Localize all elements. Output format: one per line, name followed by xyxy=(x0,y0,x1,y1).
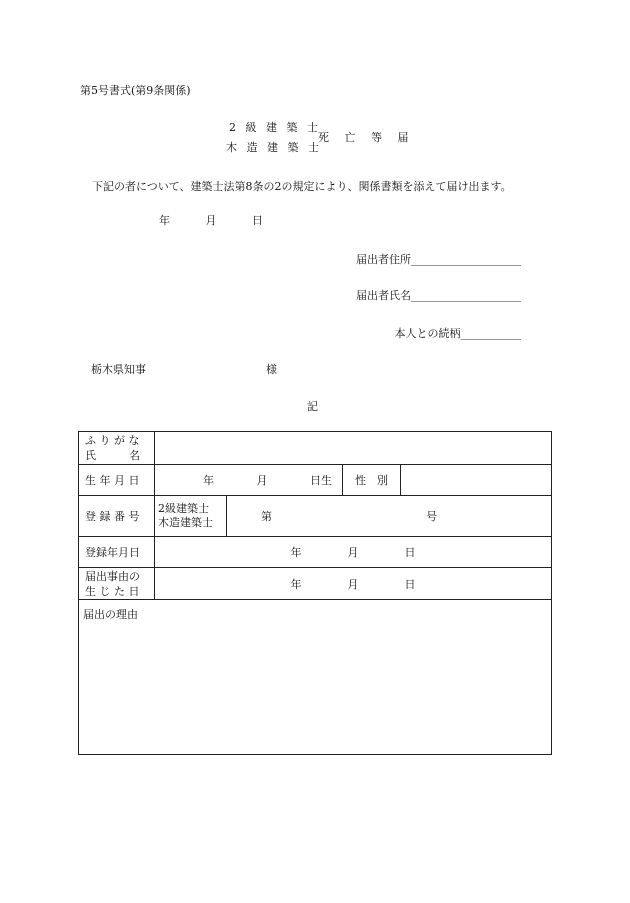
registration-date-label: 登録年月日 xyxy=(79,537,155,568)
license-kind-2kyu: 2級建築士 xyxy=(158,502,209,515)
event-day-label: 日 xyxy=(404,577,416,591)
event-label-line1: 届出事由の xyxy=(85,569,140,583)
sex-label: 性 別 xyxy=(343,465,401,496)
registration-date-input-cell[interactable] xyxy=(155,537,552,568)
birthdate-label: 生 年 月 日 xyxy=(79,465,155,496)
title-line-2kyu: 2 級 建 築 士 xyxy=(229,121,321,134)
reg-month-label: 月 xyxy=(347,546,359,559)
intro-text: 下記の者について、建築士法第8条の2の規定により、関係書類を添えて届け出ます。 xyxy=(92,180,512,193)
birthdate-input-cell[interactable] xyxy=(155,465,343,496)
date-month-label: 月 xyxy=(205,214,217,227)
date-year-label: 年 xyxy=(159,214,170,227)
reg-year-label: 年 xyxy=(290,546,302,559)
reason-label: 届出の理由 xyxy=(83,608,138,621)
license-kind-cell xyxy=(155,496,227,537)
date-day-label: 日 xyxy=(252,214,263,227)
reg-dai-label: 第 xyxy=(261,510,272,523)
relation-field[interactable]: 本人との続柄___________ xyxy=(394,327,521,340)
birth-year-label: 年 xyxy=(203,474,214,487)
addressee-honorific: 様 xyxy=(266,363,277,376)
event-label-line2: 生 じ た 日 xyxy=(85,584,140,598)
addressee-governor: 栃木県知事 xyxy=(91,363,146,376)
event-year-label: 年 xyxy=(290,577,302,591)
title-line-mokuzo: 木 造 建 築 士 xyxy=(226,141,322,154)
sex-input-cell[interactable] xyxy=(401,465,552,496)
reg-go-label: 号 xyxy=(426,510,438,523)
event-month-label: 月 xyxy=(347,577,359,591)
reason-input-cell[interactable] xyxy=(79,600,552,755)
submitter-name-field[interactable]: 届出者氏名____________________ xyxy=(356,289,521,302)
submitter-address-field[interactable]: 届出者住所____________________ xyxy=(356,253,521,266)
birth-month-label: 月 xyxy=(256,474,268,487)
page-title: 死 亡 等 届 xyxy=(318,131,415,144)
furigana-name-label xyxy=(79,432,155,465)
furigana-label: ふ り が な xyxy=(85,434,140,447)
birth-day-label: 日生 xyxy=(310,474,332,487)
license-kind-mokuzo: 木造建築士 xyxy=(158,516,213,529)
registration-number-input-cell[interactable] xyxy=(227,496,552,537)
details-table xyxy=(78,431,552,755)
registration-number-label: 登 録 番 号 xyxy=(79,496,155,537)
form-number: 第5号書式(第9条関係) xyxy=(80,84,191,97)
event-date-label xyxy=(79,568,155,600)
event-date-input-cell[interactable] xyxy=(155,568,552,600)
submission-date[interactable] xyxy=(159,212,295,228)
ki-heading: 記 xyxy=(307,400,318,413)
name-label: 氏 名 xyxy=(85,449,140,462)
name-input-cell[interactable] xyxy=(155,432,552,465)
reg-day-label: 日 xyxy=(404,546,416,559)
